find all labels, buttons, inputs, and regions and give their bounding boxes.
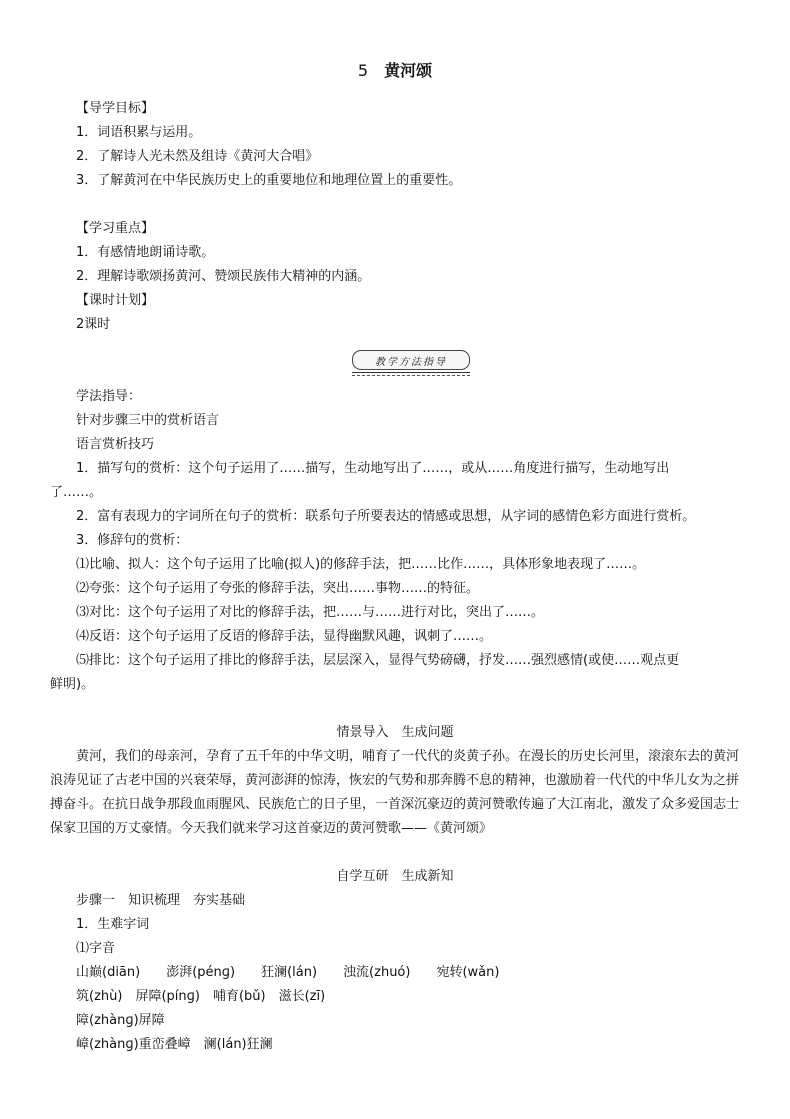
goals-heading: 【导学目标】 — [76, 101, 155, 116]
focus-heading: 【学习重点】 — [76, 221, 155, 236]
intro-heading: 情景导入 生成问题 — [336, 725, 454, 740]
rhetoric-item: ⑶对比：这个句子运用了对比的修辞手法，把……与……进行对比，突出了……。 — [76, 605, 545, 620]
rhetoric-item: 鲜明)。 — [50, 677, 95, 692]
method-line: 2．富有表现力的字词所在句子的赏析：联系句子所要表达的情感或思想，从字词的感情色彩方面进行赏析。 — [76, 509, 696, 524]
intro-paragraph: 黄河，我们的母亲河，孕育了五千年的中华文明，哺育了一代代的炎黄子孙。在漫长的历史长河里，滚滚东去的黄河浪涛见证了古老中国的兴衰荣辱，黄河澎湃的惊涛，恢宏的气势和那奔腾不息的精神，也激励着一代代的中华儿女为之拼搏奋斗。在抗日战争那段血雨腥风、民族危亡的日子里，一首深沉豪迈的黄河赞歌传遍了大江南北，激发了众多爱国志士保家卫国的万丈豪情。今天我们就来学习这首豪迈的黄河赞歌——《黄河颂》 — [50, 749, 740, 836]
vocab-heading: 1．生难字词 — [76, 917, 150, 932]
pronunciation-heading: ⑴字音 — [76, 941, 116, 956]
rhetoric-item: ⑴比喻、拟人：这个句子运用了比喻(拟人)的修辞手法，把……比作……，具体形象地表现了……。 — [76, 557, 646, 572]
lesson-title: 黄河颂 — [384, 61, 433, 80]
vocab-line: 筑(zhù) 屏障(pínɡ) 哺育(bǔ) 滋长(zī) — [76, 989, 326, 1004]
badge-underline — [352, 372, 470, 373]
method-line: 语言赏析技巧 — [76, 437, 155, 452]
lesson-number: 5 — [357, 61, 369, 80]
goal-item: 1．词语积累与运用。 — [76, 125, 202, 140]
goal-item: 2．了解诗人光未然及组诗《黄河大合唱》 — [76, 149, 319, 164]
focus-item: 1．有感情地朗诵诗歌。 — [76, 245, 215, 260]
focus-item: 2．理解诗歌颂扬黄河、赞颂民族伟大精神的内涵。 — [76, 269, 371, 284]
plan-text: 2课时 — [76, 317, 111, 332]
plan-heading: 【课时计划】 — [76, 293, 155, 308]
self-study-heading: 自学互研 生成新知 — [336, 869, 454, 884]
page-title — [0, 62, 790, 80]
step-heading: 步骤一 知识梳理 夯实基础 — [76, 893, 246, 908]
method-line: 3．修辞句的赏析： — [76, 533, 189, 548]
rhetoric-item: ⑸排比：这个句子运用了排比的修辞手法，层层深入，显得气势磅礴，抒发……强烈感情(或使……观点更 — [76, 653, 680, 668]
vocab-line: 障(zhànɡ)屏障 — [76, 1013, 165, 1028]
rhetoric-item: ⑵夸张：这个句子运用了夸张的修辞手法，突出……事物……的特征。 — [76, 581, 480, 596]
method-line: 了……。 — [50, 485, 103, 500]
vocab-line: 山巅(diān) 澎湃(pénɡ) 狂澜(lán) 浊流(zhuó) 宛转(wǎn) — [76, 965, 500, 980]
method-line: 针对步骤三中的赏析语言 — [76, 413, 220, 428]
vocab-line: 嶂(zhànɡ)重峦叠嶂 澜(lán)狂澜 — [76, 1037, 273, 1052]
method-badge: 教学方法指导 — [352, 350, 470, 370]
method-line: 1．描写句的赏析：这个句子运用了……描写，生动地写出了……，或从……角度进行描写，生动地写出 — [76, 461, 670, 476]
method-line: 学法指导： — [76, 389, 142, 404]
goal-item: 3．了解黄河在中华民族历史上的重要地位和地理位置上的重要性。 — [76, 173, 462, 188]
badge-underline-dashed — [352, 375, 470, 376]
rhetoric-item: ⑷反语：这个句子运用了反语的修辞手法，显得幽默风趣，讽刺了……。 — [76, 629, 493, 644]
